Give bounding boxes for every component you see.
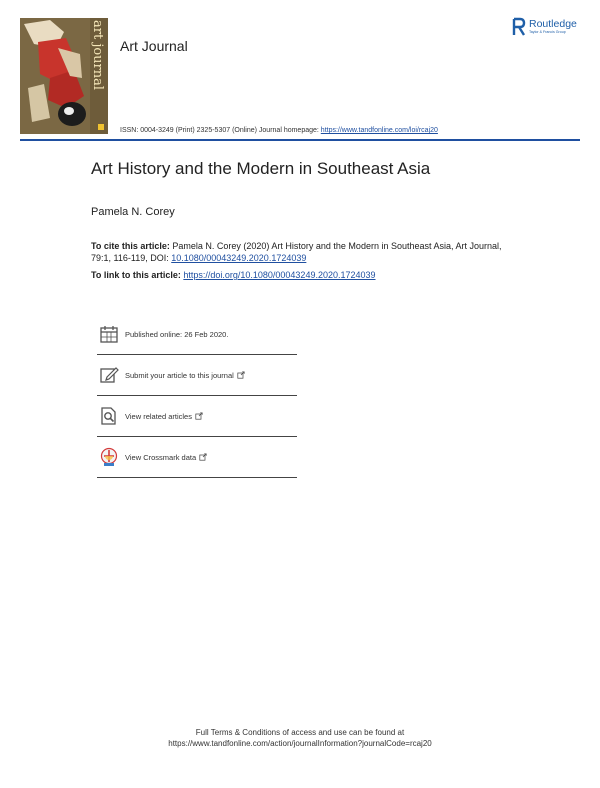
routledge-r-icon [512, 17, 526, 37]
cover-title: art journal [90, 20, 105, 91]
calendar-icon [99, 324, 119, 344]
link-block [91, 270, 376, 280]
issn-line [120, 127, 438, 134]
submit-pencil-icon [99, 365, 119, 385]
related-articles-row[interactable] [97, 396, 297, 437]
link-label: To link to this article: [91, 270, 184, 280]
published-online-row [97, 314, 297, 355]
issn-text: ISSN: 0004-3249 (Print) 2325-5307 (Online) Journal homepage: [120, 127, 321, 134]
terms-footer [0, 727, 600, 749]
doi-link[interactable]: 10.1080/00043249.2020.1724039 [171, 253, 307, 263]
terms-text: Full Terms & Conditions of access and use can be found at [195, 728, 405, 737]
journal-cover-image [20, 18, 108, 134]
cite-label: To cite this article: [91, 241, 170, 251]
external-link-icon [199, 453, 207, 461]
journal-homepage-link[interactable]: https://www.tandfonline.com/loi/rcaj20 [320, 127, 438, 134]
header-divider [20, 139, 580, 141]
routledge-logo [512, 16, 592, 38]
published-online-text: Published online: 26 Feb 2020. [125, 329, 229, 339]
article-url-link[interactable]: https://doi.org/10.1080/00043249.2020.1724039 [183, 270, 376, 280]
terms-url-link[interactable]: https://www.tandfonline.com/action/journalInformation?journalCode=rcaj20 [168, 739, 432, 748]
article-actions [97, 314, 297, 478]
citation-block [91, 240, 511, 264]
journal-name: Art Journal [120, 38, 188, 54]
external-link-icon [195, 412, 203, 420]
cover-badge [98, 124, 104, 130]
submit-article-row[interactable] [97, 355, 297, 396]
crossmark-row[interactable] [97, 437, 297, 478]
crossmark-icon [99, 447, 119, 467]
article-title: Art History and the Modern in Southeast Asia [91, 159, 431, 178]
external-link-icon [237, 371, 245, 379]
publisher-name: Routledge [529, 18, 577, 30]
submit-article-link[interactable]: Submit your article to this journal [125, 370, 234, 380]
publisher-tagline: Taylor & Francis Group [529, 30, 566, 34]
crossmark-link[interactable]: View Crossmark data [125, 452, 197, 462]
article-author: Pamela N. Corey [91, 206, 175, 218]
related-articles-link[interactable]: View related articles [125, 411, 192, 421]
cite-text: Pamela N. Corey (2020) Art History and the Modern in Southeast Asia, Art Journal, 79:1, 116-119, DOI: [91, 241, 502, 263]
related-articles-icon [99, 406, 119, 426]
